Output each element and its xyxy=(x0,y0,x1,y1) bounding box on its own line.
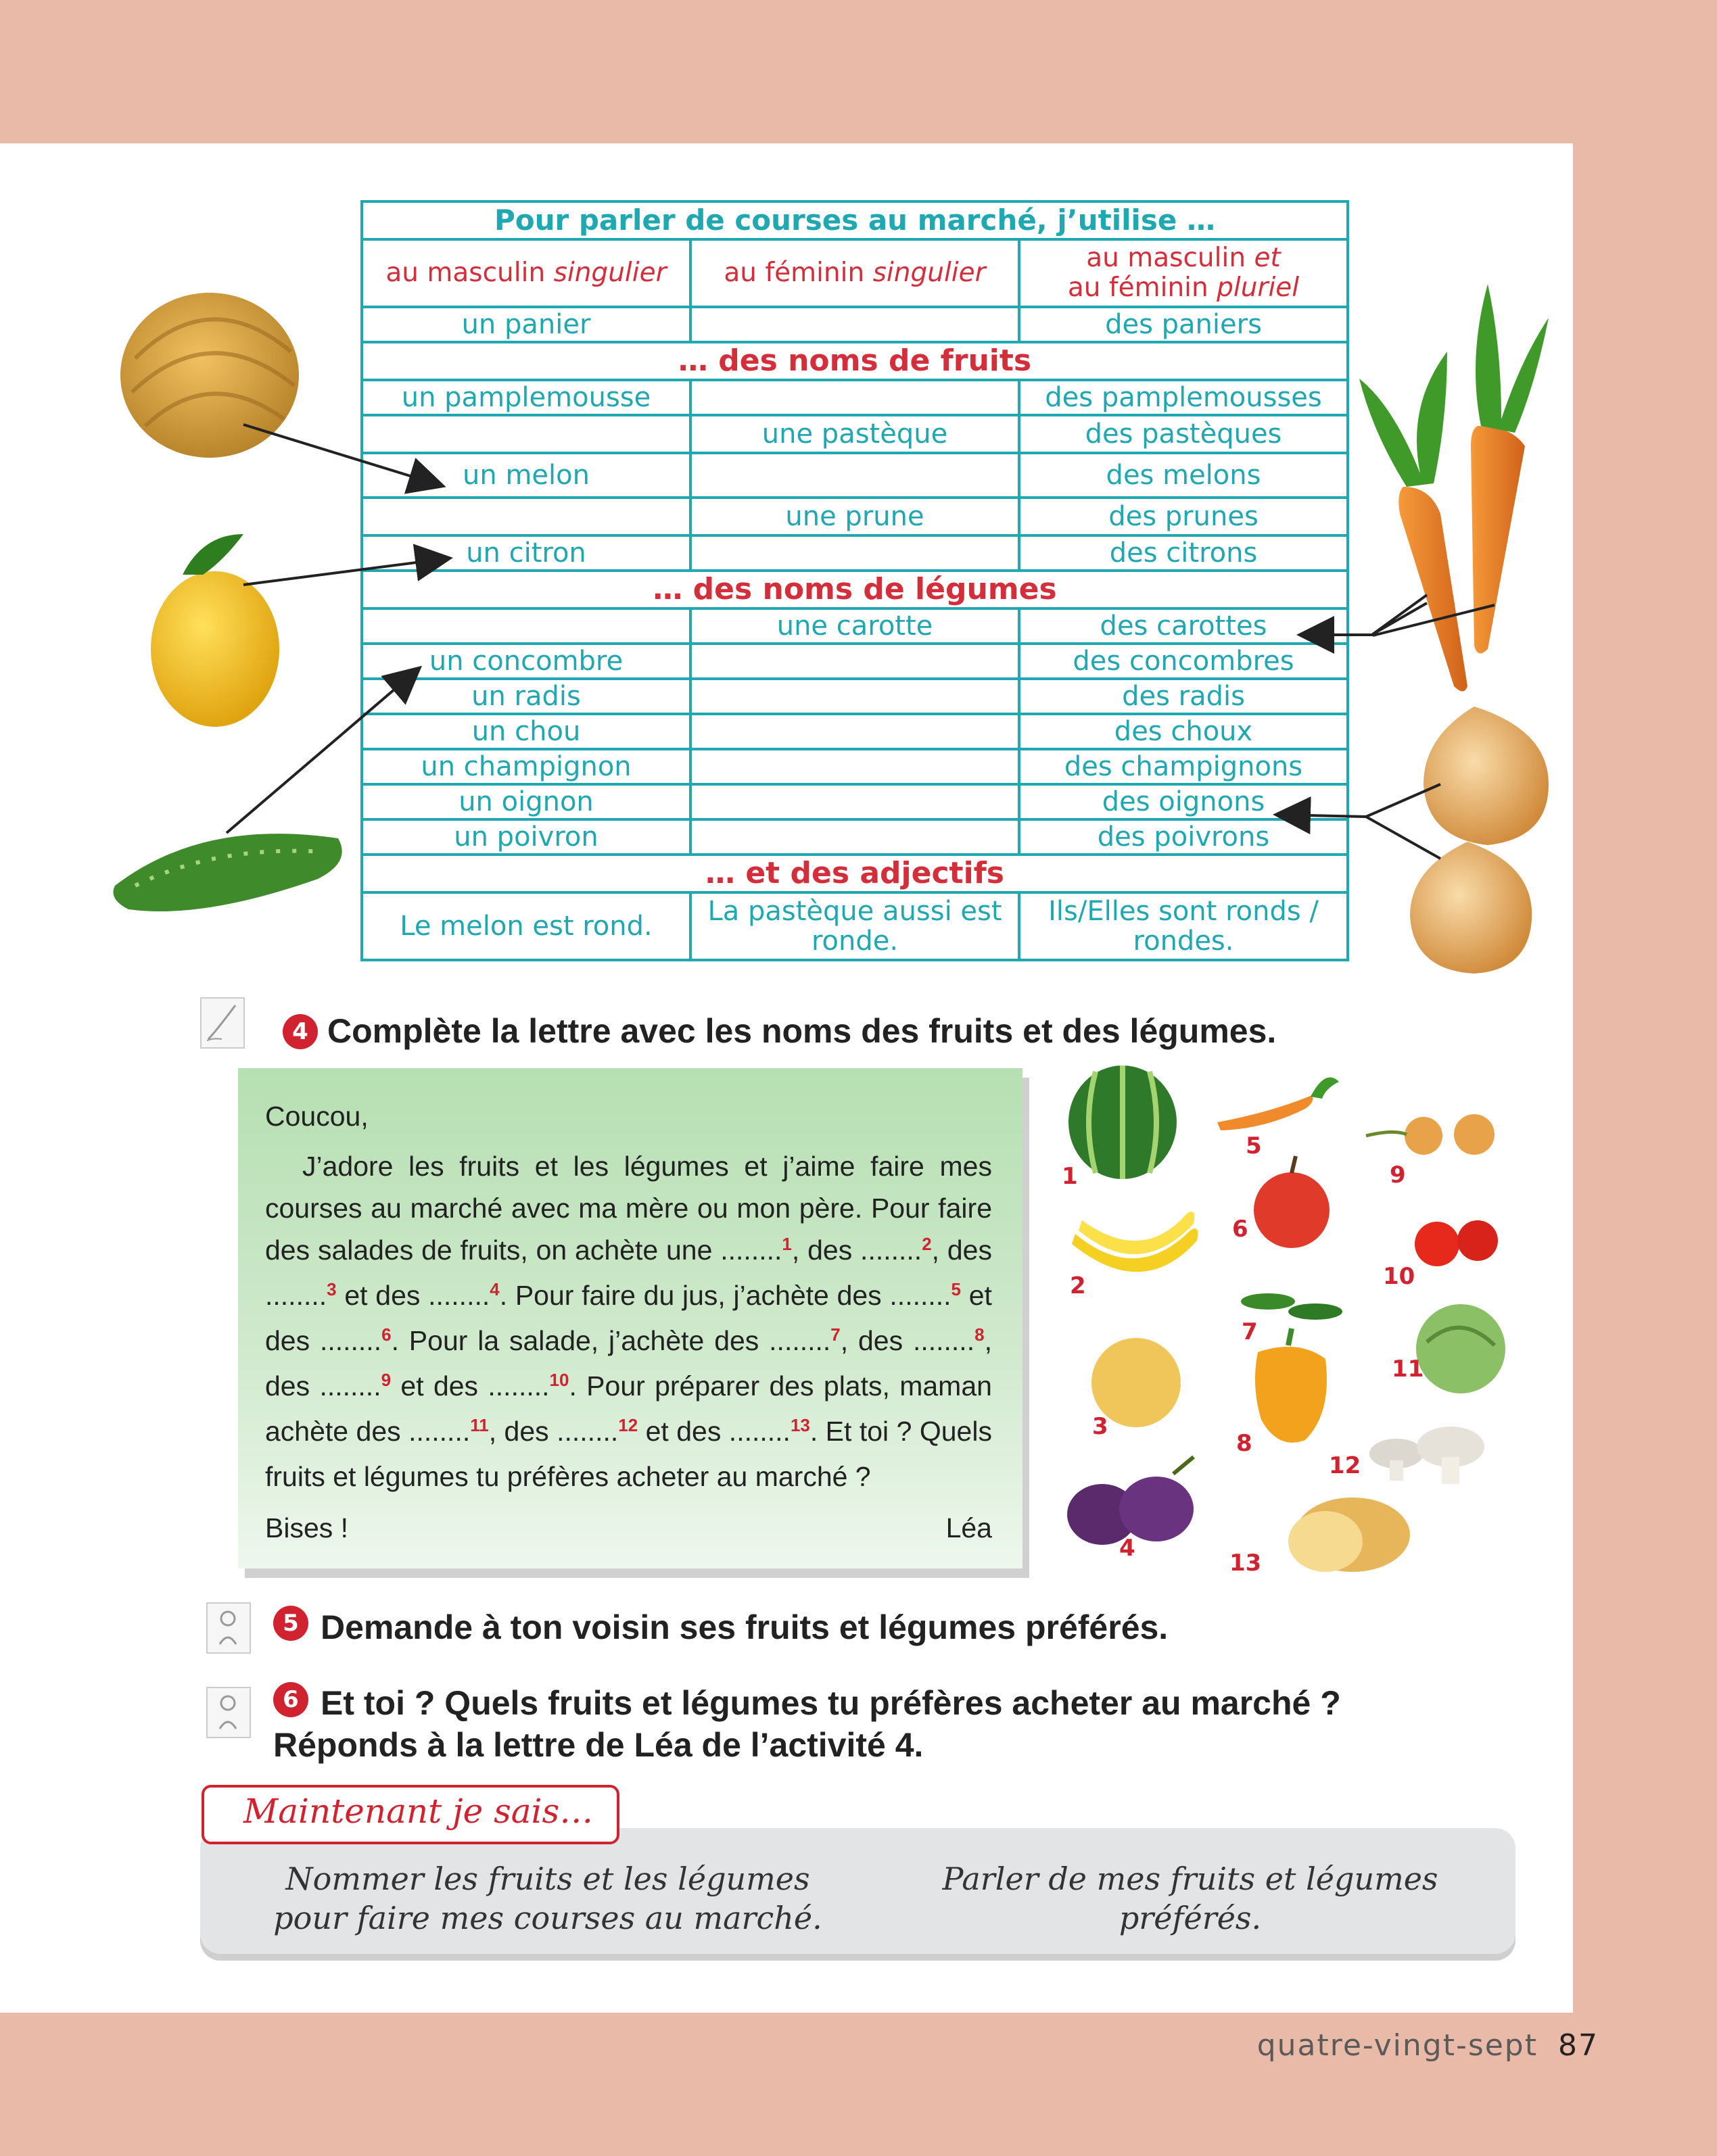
cell-plural: des radis xyxy=(1019,679,1348,714)
table-title: Pour parler de courses au marché, j’utilise … xyxy=(362,201,1348,239)
header-masc-sing: au masculin singulier xyxy=(362,239,690,307)
cell-masc: un radis xyxy=(362,679,690,714)
picture-number-10: 10 xyxy=(1383,1263,1415,1290)
section-adjectifs: … et des adjectifs xyxy=(362,855,1348,892)
cell-masc: un panier xyxy=(362,307,690,342)
picture-number-5: 5 xyxy=(1246,1132,1262,1159)
blank-8[interactable]: ........$^8$ xyxy=(912,1324,985,1356)
cell-plural: des choux xyxy=(1019,714,1348,749)
watermelon-illustration xyxy=(1068,1065,1177,1179)
cell-masc: un citron xyxy=(362,535,690,571)
cell-plural: des pamplemousses xyxy=(1019,380,1348,415)
picture-number-6: 6 xyxy=(1232,1216,1248,1243)
letter-closing-row xyxy=(265,1507,992,1549)
cell-masc: un pamplemousse xyxy=(362,380,690,415)
plum-illustration xyxy=(1067,1457,1194,1545)
exercise-number-5: 5 xyxy=(273,1606,308,1641)
speaking-icon xyxy=(206,1602,251,1654)
cell-plural: des paniers xyxy=(1019,307,1348,342)
letter-greeting: Coucou, xyxy=(265,1101,369,1132)
picture-number-7: 7 xyxy=(1242,1318,1258,1345)
blank-11[interactable]: ........$^{11}$ xyxy=(408,1415,489,1447)
goal-1: Nommer les fruits et les légumes pour faire mes courses au marché. xyxy=(273,1861,822,1936)
carrot-illustration xyxy=(1359,284,1549,692)
blank-2[interactable]: ........$^2$ xyxy=(860,1234,932,1266)
cell-plural: des oignons xyxy=(1019,784,1348,819)
page-number-words: quatre-vingt-sept xyxy=(1256,2028,1538,2063)
cucumber-small-illustration xyxy=(1241,1293,1342,1320)
mushroom-illustration xyxy=(1369,1427,1484,1484)
pepper-illustration xyxy=(1255,1328,1327,1443)
apple-illustration xyxy=(1254,1156,1330,1248)
carrot-small-illustration xyxy=(1217,1078,1339,1130)
cell-plural: des pastèques xyxy=(1019,415,1348,453)
onion-small-illustration xyxy=(1366,1114,1495,1155)
cell-plural: des melons xyxy=(1019,453,1348,498)
letter-closing: Bises ! xyxy=(265,1512,349,1543)
letter-text xyxy=(265,1095,992,1549)
page-footer xyxy=(1257,2028,1599,2063)
exercise-number-6: 6 xyxy=(273,1682,308,1717)
header-plural: au masculin et au féminin pluriel xyxy=(1019,239,1348,307)
blank-6[interactable]: ........$^6$ xyxy=(319,1324,392,1356)
picture-number-13: 13 xyxy=(1229,1550,1262,1577)
cell-fem: une pastèque xyxy=(690,415,1019,453)
onion-illustration xyxy=(1410,706,1549,974)
picture-number-8: 8 xyxy=(1236,1430,1252,1457)
blank-4[interactable]: ........$^4$ xyxy=(428,1279,500,1311)
writing-icon xyxy=(200,997,245,1049)
cell-masc: Le melon est rond. xyxy=(362,892,690,960)
letter-body: J’adore les fruits et les légumes et j’aime faire mes courses au marché avec ma mère ou mon père. Pour faire des salades de fruits, on achète une ........$^1$, des ........$^2$, des ........$^3$ et des ........$^4$. Pour faire du jus, j’achète des ........$^5$ et des ........$^6$. Pour la salade, j’achète des ........$^7$, des ........$^8$, des ........$^9$ et des ........$^{10}$. Pour préparer des plats, maman achète des ........$^{11}$, des ........$^{12}$ et des ........$^{13}$. Et toi ? Quels fruits et légumes tu préfères acheter au marché ? xyxy=(265,1151,992,1492)
section-legumes: … des noms de légumes xyxy=(362,571,1348,608)
picture-number-2: 2 xyxy=(1070,1272,1086,1299)
cabbage-illustration xyxy=(1416,1304,1505,1393)
blank-12[interactable]: ........$^{12}$ xyxy=(557,1415,638,1447)
cell-masc: un concombre xyxy=(362,644,690,679)
cell-plural: des carottes xyxy=(1019,608,1348,644)
table-illustrations xyxy=(0,0,1717,1001)
letter-card xyxy=(238,1068,1022,1568)
picture-number-3: 3 xyxy=(1092,1413,1108,1440)
cell-fem: une carotte xyxy=(690,608,1019,644)
tomato-illustration xyxy=(1415,1220,1498,1266)
exercise-number-4: 4 xyxy=(283,1014,318,1049)
exercise-4-instruction: Complète la lettre avec les noms des fruits et des légumes. xyxy=(327,1012,1277,1050)
picture-number-1: 1 xyxy=(1062,1163,1078,1190)
cell-masc: un melon xyxy=(362,453,690,498)
exercise-5-instruction: Demande à ton voisin ses fruits et légumes préférés. xyxy=(321,1608,1169,1646)
speaking-icon xyxy=(206,1687,251,1738)
header-fem-sing: au féminin singulier xyxy=(690,239,1019,307)
cell-plural: des prunes xyxy=(1019,498,1348,535)
picture-number-4: 4 xyxy=(1119,1535,1135,1562)
blank-10[interactable]: ........$^{10}$ xyxy=(488,1370,569,1402)
exercise-6-instruction: Et toi ? Quels fruits et légumes tu préfères acheter au marché ? Réponds à la lettre de Léa de l’activité 4. xyxy=(273,1684,1341,1764)
cell-masc: un chou xyxy=(362,714,690,749)
blank-3[interactable]: ........$^3$ xyxy=(265,1279,337,1311)
cell-plural: des concombres xyxy=(1019,644,1348,679)
blank-9[interactable]: ........$^9$ xyxy=(319,1370,392,1402)
picture-number-11: 11 xyxy=(1392,1356,1424,1383)
section-fruits: … des noms de fruits xyxy=(362,342,1348,380)
maintenant-label-text: Maintenant je sais… xyxy=(243,1792,594,1831)
cell-masc: un champignon xyxy=(362,749,690,784)
numbered-pictures xyxy=(1055,1055,1528,1589)
maintenant-label xyxy=(202,1785,619,1844)
cell-fem: une prune xyxy=(690,498,1019,535)
blank-13[interactable]: ........$^{13}$ xyxy=(728,1415,810,1447)
letter-signature: Léa xyxy=(945,1512,992,1543)
potato-illustration xyxy=(1288,1498,1410,1572)
page-number: 87 xyxy=(1558,2028,1599,2063)
banana-illustration xyxy=(1072,1212,1198,1272)
cell-plural: des poivrons xyxy=(1019,819,1348,855)
goal-2: Parler de mes fruits et légumes préférés. xyxy=(942,1861,1438,1936)
cell-plural: des citrons xyxy=(1019,535,1348,571)
picture-number-12: 12 xyxy=(1329,1452,1361,1479)
cucumber-illustration xyxy=(114,834,342,911)
picture-number-9: 9 xyxy=(1390,1161,1406,1189)
cell-fem: La pastèque aussi est ronde. xyxy=(690,892,1019,960)
cell-masc: un poivron xyxy=(362,819,690,855)
blank-1[interactable]: ........$^1$ xyxy=(720,1234,792,1266)
blank-7[interactable]: ........$^7$ xyxy=(769,1324,841,1356)
cell-plural: Ils/Elles sont ronds / rondes. xyxy=(1019,892,1348,960)
blank-5[interactable]: ........$^5$ xyxy=(889,1279,962,1311)
lemon-illustration xyxy=(151,534,279,727)
cell-masc: un oignon xyxy=(362,784,690,819)
cell-plural: des champignons xyxy=(1019,749,1348,784)
